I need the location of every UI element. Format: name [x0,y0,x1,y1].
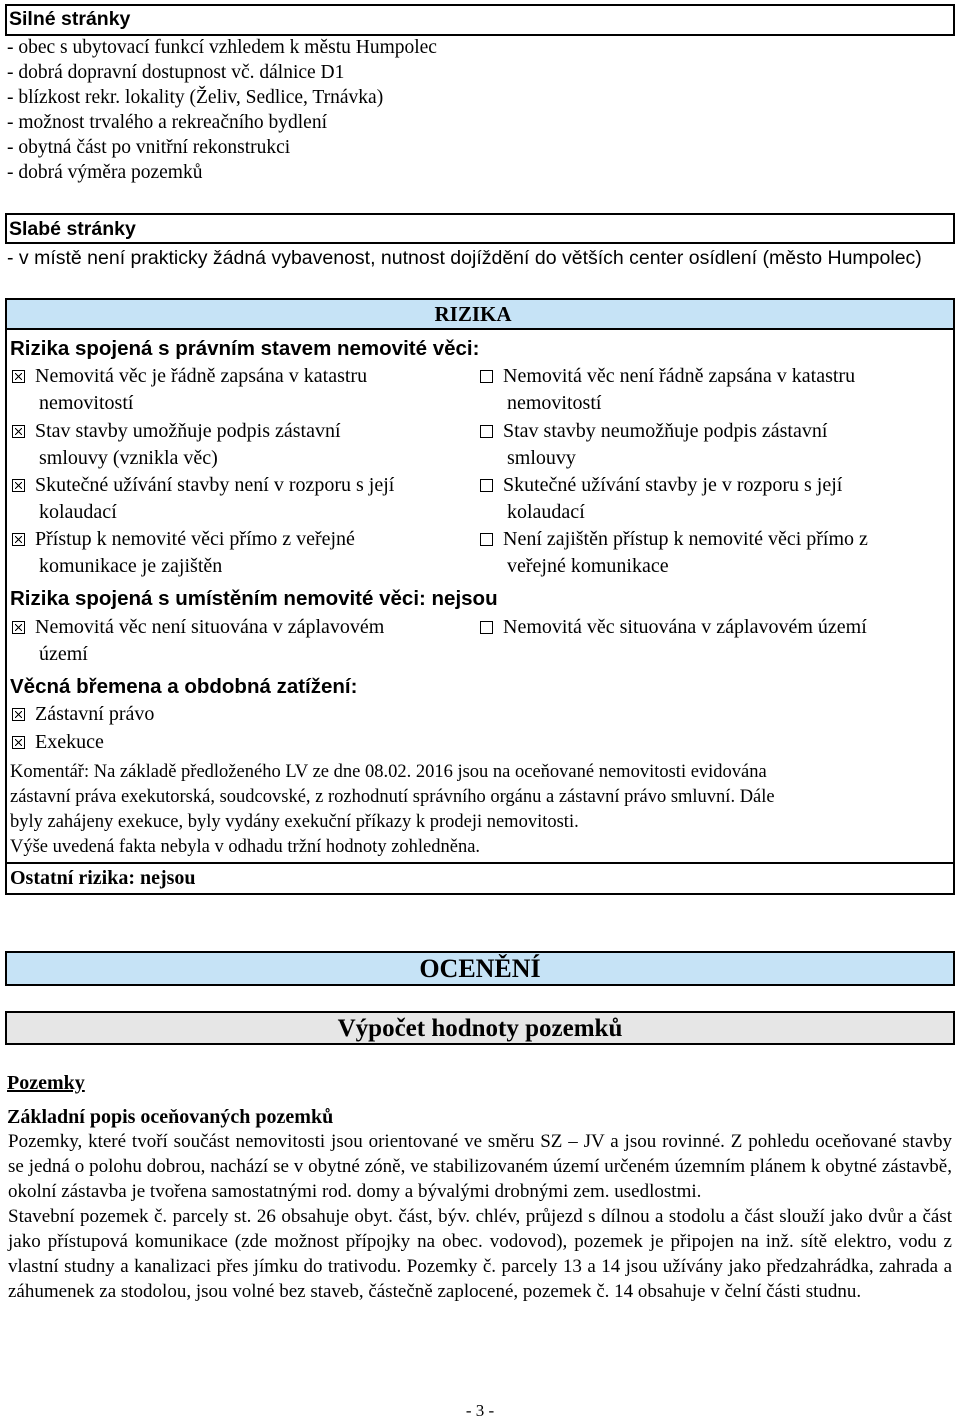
strength-item: - blízkost rekr. lokality (Želiv, Sedlice, Trnávka) [7,87,384,108]
checked-checkbox-icon[interactable] [12,370,25,383]
option-label: Stav stavby umožňuje podpis zástavní [35,420,341,442]
weakness-item: - v místě není prakticky žádná vybavenost, nutnost dojíždění do větších center osídlení (město Humpolec) [7,247,922,269]
option-label-cont: smlouvy [507,447,576,469]
checked-checkbox-icon[interactable] [12,533,25,546]
burdens-heading: Věcná břemena a obdobná zatížení: [10,675,358,698]
unchecked-checkbox-icon[interactable] [480,621,493,634]
valuation-title: OCENĚNÍ [419,954,541,983]
location-row-left [12,614,472,668]
lands-heading: Pozemky [7,1072,85,1094]
strength-item: - dobrá dopravní dostupnost vč. dálnice D1 [7,62,345,83]
legal-row-right [480,363,950,417]
weaknesses-heading-box [5,213,955,244]
comment-line: zástavní práva exekutorská, soudcovské, z rozhodnutí správního orgánu a zástavní právo smluvní. Dále [10,787,775,807]
option-label: Nemovitá věc situována v záplavovém území [503,616,867,638]
burden-label: Zástavní právo [35,703,155,725]
option-label-cont: nemovitostí [39,392,134,414]
unchecked-checkbox-icon[interactable] [480,533,493,546]
option-label-cont: kolaudací [39,501,117,523]
lands-paragraph: Pozemky, které tvoří součást nemovitosti jsou orientované ve směru SZ – JV a jsou rovinné. Z pohledu oceňované stavby se jedná o polohu dobrou, nachází se v obytné zóně, ve stabilizovaném území určeném územním plánem k obytné zástavbě, okolní zástavba je tvořena samostatnými rod. domy a bývalými drobnými zem. usedlostmi. [8,1131,952,1202]
burden-label: Exekuce [35,731,104,753]
comment-line: Komentář: Na základě předloženého LV ze dne 08.02. 2016 jsou na oceňované nemovitosti evidována [10,762,767,782]
unchecked-checkbox-icon[interactable] [480,425,493,438]
option-label: Skutečné užívání stavby není v rozporu s její [35,474,395,496]
location-row-right [480,614,950,641]
option-label: Nemovitá věc není situována v záplavovém [35,616,385,638]
checked-checkbox-icon[interactable] [12,708,25,721]
legal-row-left [12,363,472,417]
lands-description [8,1129,952,1304]
legal-risks-heading: Rizika spojená s právním stavem nemovité věci: [10,337,480,360]
legal-row-left [12,526,472,580]
legal-row-right [480,472,950,526]
option-label-cont: smlouvy (vznikla věc) [39,447,218,469]
option-label: Skutečné užívání stavby je v rozporu s její [503,474,843,496]
burden-item [12,729,104,756]
checked-checkbox-icon[interactable] [12,425,25,438]
other-risks: Ostatní rizika: nejsou [10,867,196,889]
option-label-cont: území [39,643,88,665]
lands-paragraph: Stavební pozemek č. parcely st. 26 obsahuje obyt. část, býv. chlév, průjezd s dílnou a stodolu a část slouží jako dvůr a část jako přístupová komunikace (zde možnost přípojky na obec. vodovod), pozemek je připojen na inž. sítě elektro, vodu z vlastní studny a kanalizaci přes jímku do trativodu. Pozemky č. parcely 13 a 14 jsou užívány jako předzahrádka, zahrada a záhumenek za stodolou, jsou volné bez staveb, částečně zaplocené, pozemek č. 14 obsahuje v čelní části studnu. [8,1206,952,1302]
legal-row-right [480,418,950,472]
burden-item [12,701,154,728]
location-risks-heading: Rizika spojená s umístěním nemovité věci: nejsou [10,587,498,610]
option-label-cont: veřejné komunikace [507,555,669,577]
legal-row-left [12,418,472,472]
option-label-cont: kolaudací [507,501,585,523]
option-label-cont: komunikace je zajištěn [39,555,223,577]
divider [5,862,955,864]
option-label: Není zajištěn přístup k nemovité věci přímo z [503,528,868,550]
option-label: Stav stavby neumožňuje podpis zástavní [503,420,828,442]
option-label: Nemovitá věc není řádně zapsána v katastru [503,365,856,387]
option-label-cont: nemovitostí [507,392,602,414]
checked-checkbox-icon[interactable] [12,479,25,492]
strength-item: - možnost trvalého a rekreačního bydlení [7,112,328,133]
strengths-heading-box [5,4,955,36]
checked-checkbox-icon[interactable] [12,736,25,749]
option-label: Nemovitá věc je řádně zapsána v katastru [35,365,368,387]
strength-item: - obytná část po vnitřní rekonstrukci [7,137,291,158]
comment-line: Výše uvedená fakta nebyla v odhadu tržní hodnoty zohledněna. [10,837,481,857]
legal-row-right [480,526,950,580]
strength-item: - obec s ubytovací funkcí vzhledem k městu Humpolec [7,37,437,58]
strength-item: - dobrá výměra pozemků [7,162,203,183]
comment-line: byly zahájeny exekuce, byly vydány exekuční příkazy k prodeji nemovitosti. [10,812,579,832]
risks-title: RIZIKA [434,302,512,326]
valuation-subtitle: Výpočet hodnoty pozemků [337,1015,623,1042]
checked-checkbox-icon[interactable] [12,621,25,634]
unchecked-checkbox-icon[interactable] [480,370,493,383]
strengths-heading: Silné stránky [9,8,131,30]
page-number: - 3 - [465,1401,495,1420]
legal-row-left [12,472,472,526]
lands-subheading: Základní popis oceňovaných pozemků [7,1106,334,1128]
unchecked-checkbox-icon[interactable] [480,479,493,492]
option-label: Přístup k nemovité věci přímo z veřejné [35,528,355,550]
weaknesses-heading: Slabé stránky [9,218,136,240]
